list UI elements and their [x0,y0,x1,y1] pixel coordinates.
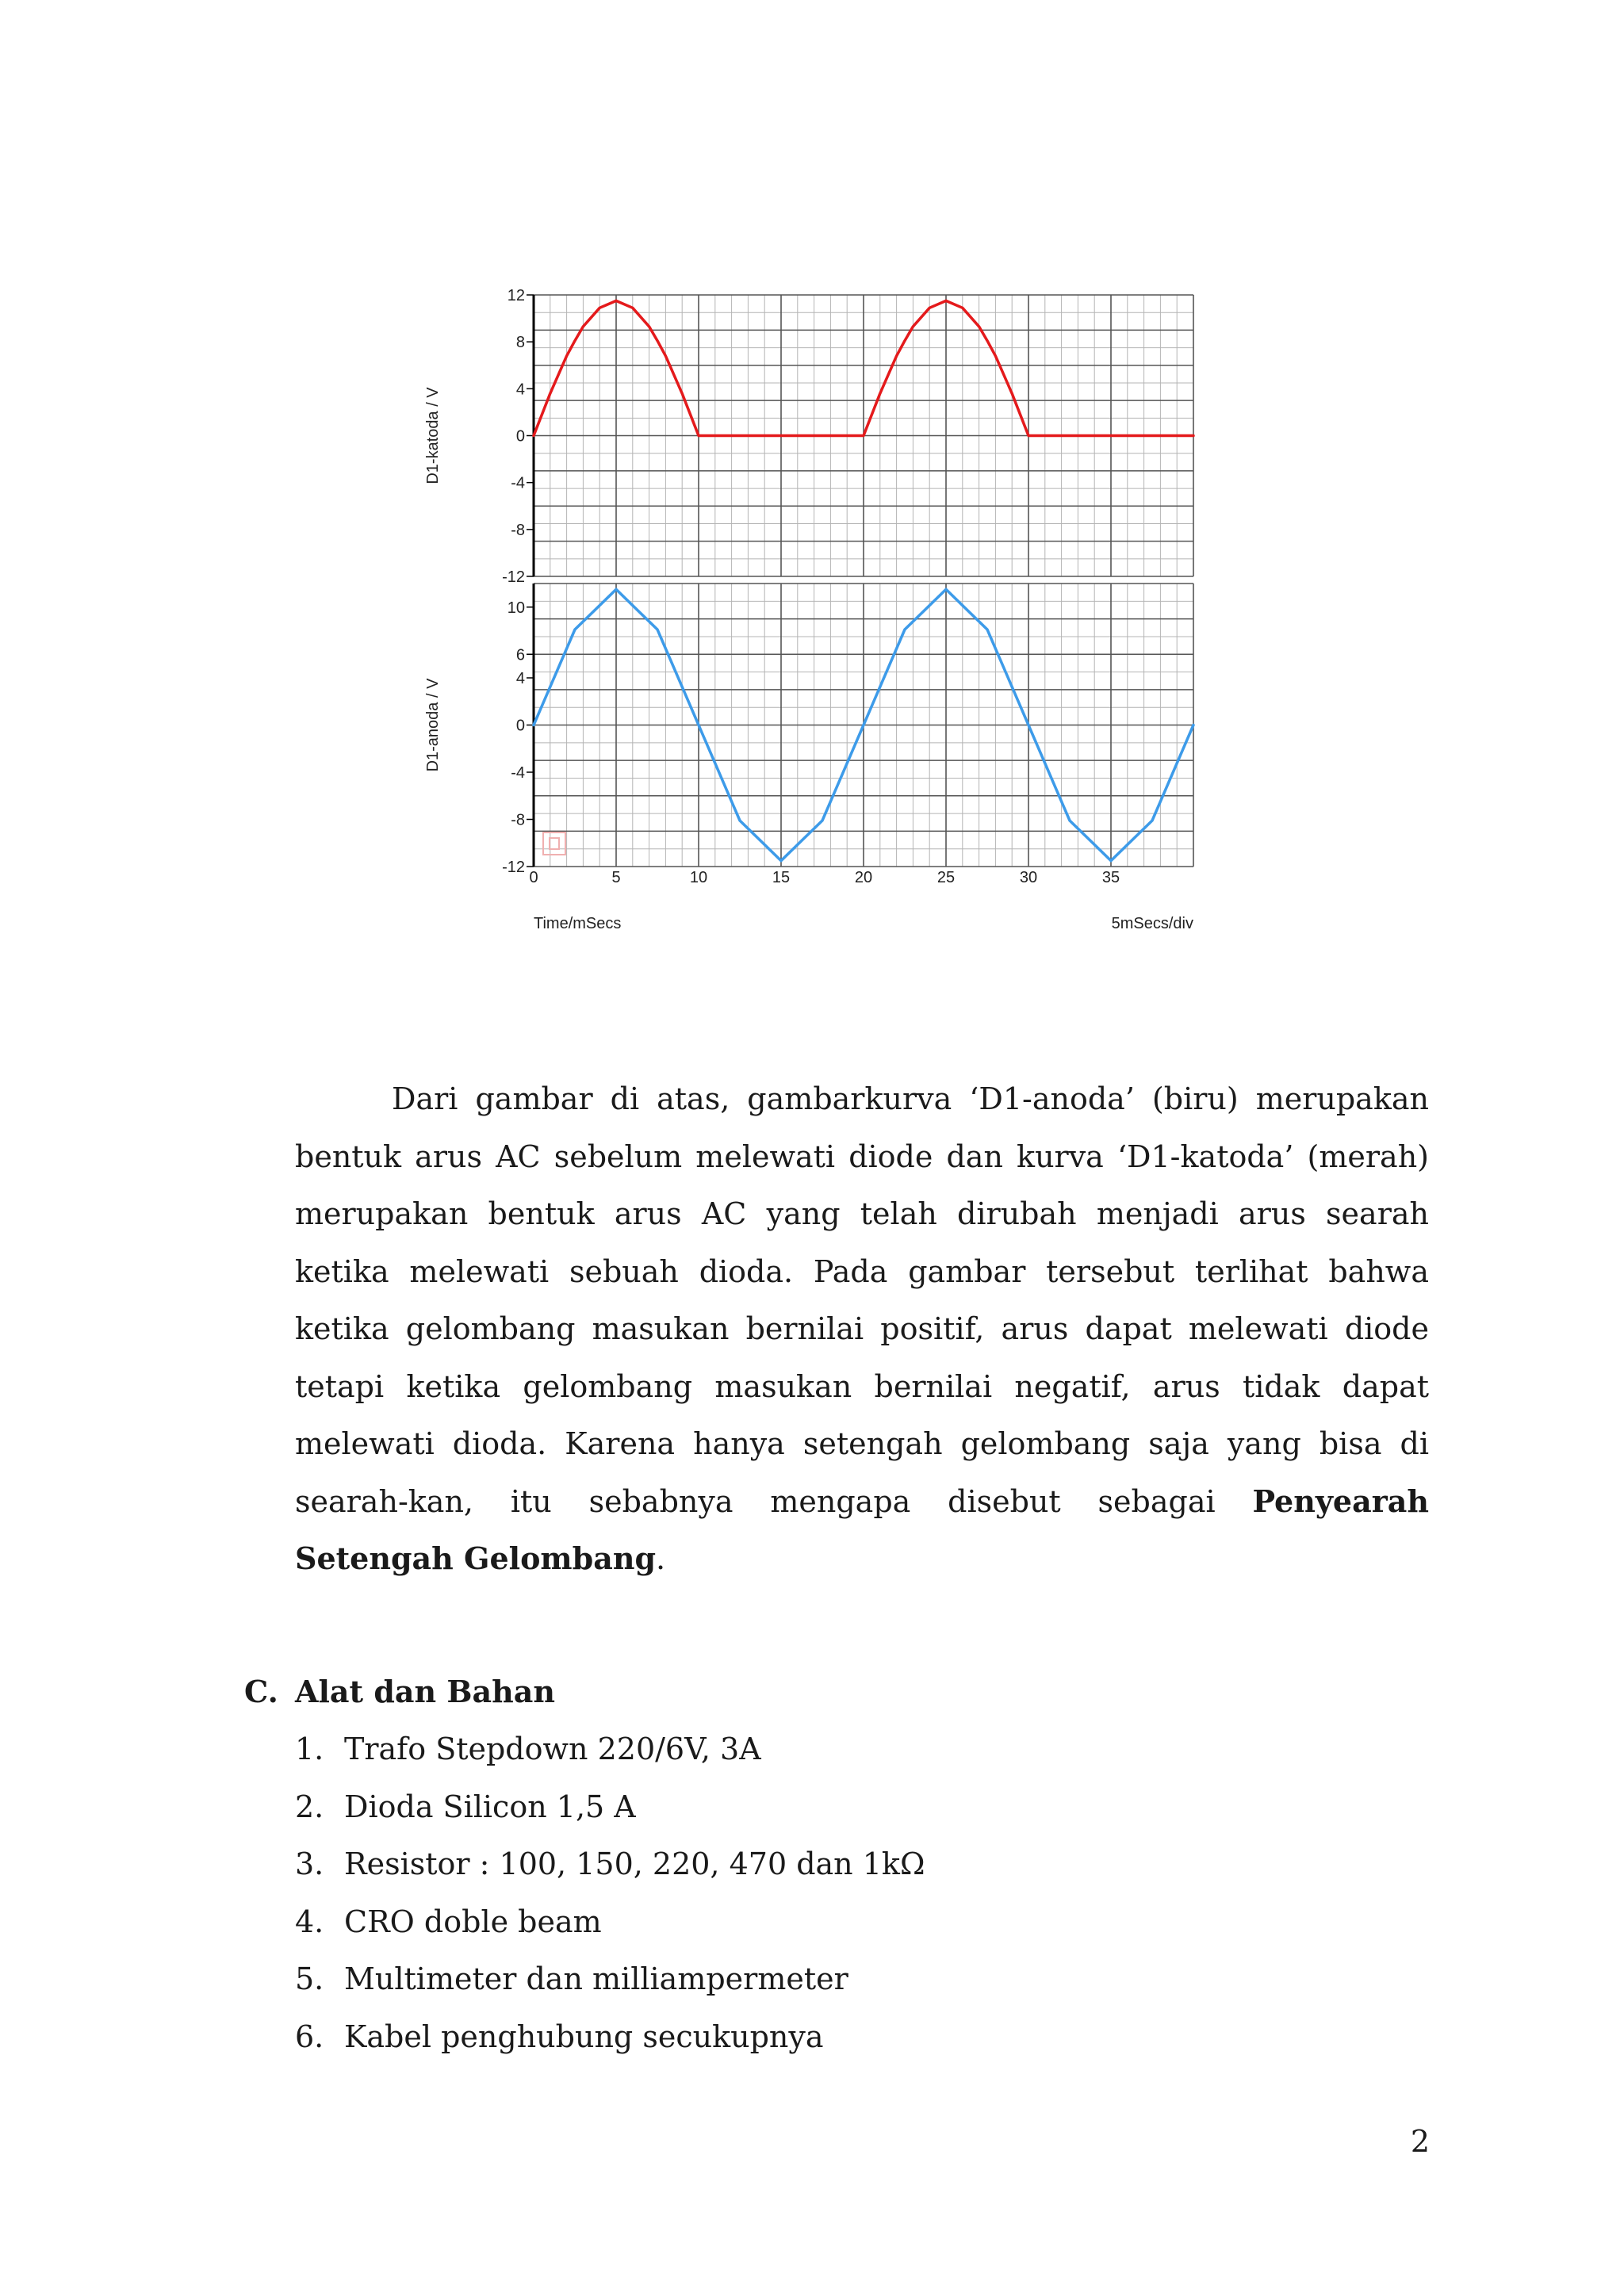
y-tick-label: 8 [515,334,525,352]
list-item-text: Trafo Stepdown 220/6V, 3A [344,1732,761,1766]
list-item-number: 5. [295,1961,324,1996]
equipment-list [295,1720,925,2065]
section-number: C. [244,1674,278,1709]
paragraph-text: Dari gambar di atas, gambarkurva ‘D1-anoda’ (biru) merupakan bentuk arus AC sebelum melewati diode dan kurva ‘D1-katoda’ (merah) merupakan bentuk arus AC yang telah dirubah menjadi arus searah ketika melewati sebuah dioda. Pada gambar tersebut terlihat bahwa ketika gelombang masukan bernilai positif, arus dapat melewati diode tetapi ketika gelombang masukan bernilai negatif, arus tidak dapat melewati dioda. Karena hanya setengah gelombang saja yang bisa di searah-kan, itu sebabnya mengapa disebut sebagai [295,1081,1429,1519]
x-tick-label: 0 [529,869,538,886]
section-title: Alat dan Bahan [295,1674,555,1709]
list-item-text: Multimeter dan milliampermeter [344,1961,848,1996]
chart-grid [534,295,1193,867]
y-tick-label: -4 [511,764,525,782]
x-scale-note: 5mSecs/div [1111,915,1193,932]
x-tick-label: 10 [689,869,708,886]
y-tick-label: 4 [515,381,525,399]
y-tick-label: -12 [502,568,525,586]
y-tick-label: 4 [515,670,525,687]
list-item-text: Dioda Silicon 1,5 A [344,1789,636,1824]
y-tick-label: 0 [515,427,525,446]
y-tick-label: 0 [515,717,525,735]
paragraph-bold-term: Penyearah Setengah Gelombang [295,1483,1429,1576]
list-item-number: 6. [295,2019,324,2054]
y-tick-label: -12 [502,859,525,876]
y-tick-label: -4 [511,474,525,492]
list-item-text: Kabel penghubung secukupnya [344,2019,824,2054]
x-tick-label: 35 [1101,869,1120,886]
list-item [295,1835,925,1893]
x-tick-label: 5 [611,869,621,886]
y-tick-label: 12 [507,287,525,304]
list-item-text: Resistor : 100, 150, 220, 470 dan 1kΩ [344,1846,925,1881]
y-tick-label: 6 [515,646,525,664]
chart-axes [527,295,534,867]
list-item-number: 4. [295,1904,324,1939]
paragraph-end: . [656,1541,666,1576]
list-item-number: 3. [295,1846,324,1881]
x-tick-label: 20 [854,869,873,886]
list-item [295,2008,925,2066]
list-item [295,1950,925,2008]
list-item-number: 1. [295,1732,324,1766]
y-axis-label: D1-anoda / V [424,678,442,772]
section-heading [244,1663,555,1720]
oscilloscope-figure [396,277,1221,943]
list-item [295,1893,925,1951]
list-item [295,1720,925,1778]
list-item-number: 2. [295,1789,324,1824]
x-tick-label: 15 [772,869,791,886]
y-tick-label: -8 [511,521,525,539]
y-tick-label: 10 [507,599,525,617]
x-axis-label: Time/mSecs [534,915,622,932]
explanation-paragraph [295,1070,1429,1588]
list-item-text: CRO doble beam [344,1904,602,1939]
watermark-logo [543,832,565,855]
x-tick-label: 30 [1019,869,1038,886]
y-axis-label: D1-katoda / V [424,387,442,484]
list-item [295,1778,925,1836]
x-tick-label: 25 [936,869,956,886]
y-tick-label: -8 [511,811,525,829]
page-number: 2 [1410,2124,1430,2159]
